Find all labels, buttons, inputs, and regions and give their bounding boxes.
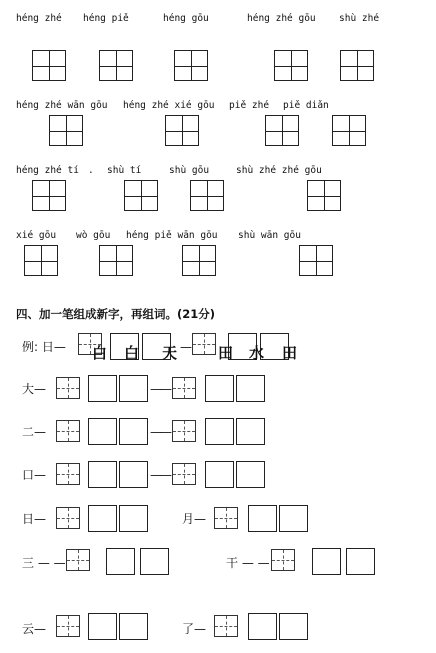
pinyin-label: héng piě wān gōu	[126, 230, 218, 241]
writing-grid[interactable]	[274, 50, 308, 81]
row-label: 二—	[22, 425, 47, 439]
row-label: 日—	[22, 512, 47, 526]
answer-box[interactable]	[236, 418, 265, 445]
writing-grid[interactable]	[99, 50, 133, 81]
answer-box[interactable]	[119, 418, 148, 445]
pinyin-label: shù wān gōu	[238, 230, 301, 241]
pinyin-label: héng piě	[83, 13, 129, 24]
pinyin-label: héng zhé wān gōu	[16, 100, 108, 111]
dashed-grid[interactable]	[214, 615, 238, 637]
answer-box[interactable]	[236, 461, 265, 488]
pinyin-label: shù zhé zhé gōu	[236, 165, 322, 176]
dashed-grid[interactable]	[56, 377, 80, 399]
dashed-grid[interactable]	[56, 463, 80, 485]
row-label: 月—	[182, 512, 207, 526]
answer-box[interactable]	[88, 375, 117, 402]
example-char: 天	[162, 344, 178, 362]
writing-grid[interactable]	[340, 50, 374, 81]
dashed-grid[interactable]	[66, 549, 90, 571]
pinyin-label: héng zhé gōu	[247, 13, 316, 24]
writing-grid[interactable]	[190, 180, 224, 211]
dash: —	[180, 340, 192, 354]
dashed-grid[interactable]	[271, 549, 295, 571]
writing-grid[interactable]	[332, 115, 366, 146]
answer-box[interactable]	[88, 505, 117, 532]
row-label: 大—	[22, 382, 47, 396]
answer-box[interactable]	[88, 418, 117, 445]
example-char: 白	[124, 344, 140, 362]
dashed-grid[interactable]	[172, 377, 196, 399]
pinyin-label: héng zhé	[16, 13, 62, 24]
writing-grid[interactable]	[124, 180, 158, 211]
pinyin-label: piě diǎn	[283, 100, 329, 111]
pinyin-label: xié gōu	[16, 230, 57, 241]
dashed-grid	[192, 333, 216, 355]
dashed-grid[interactable]	[56, 615, 80, 637]
writing-grid[interactable]	[174, 50, 208, 81]
answer-box[interactable]	[205, 418, 234, 445]
dashed-grid[interactable]	[172, 420, 196, 442]
answer-box[interactable]	[346, 548, 375, 575]
pinyin-label: piě zhé	[229, 100, 270, 111]
pinyin-label: wò gōu	[76, 230, 111, 241]
writing-grid[interactable]	[32, 50, 66, 81]
stray-dot: .	[88, 165, 94, 176]
writing-grid[interactable]	[307, 180, 341, 211]
answer-box[interactable]	[119, 613, 148, 640]
example-char: 田	[218, 344, 234, 362]
row-label: 了—	[182, 622, 207, 636]
pinyin-label: héng gōu	[163, 13, 209, 24]
answer-box[interactable]	[119, 461, 148, 488]
writing-grid[interactable]	[165, 115, 199, 146]
pinyin-label: shù gōu	[169, 165, 210, 176]
dashed-grid[interactable]	[56, 420, 80, 442]
pinyin-label: shù tí	[107, 165, 142, 176]
writing-grid[interactable]	[32, 180, 66, 211]
row-label: 口—	[22, 468, 47, 482]
answer-box[interactable]	[119, 375, 148, 402]
dashed-grid[interactable]	[56, 507, 80, 529]
writing-grid[interactable]	[182, 245, 216, 276]
row-label: 干 — —	[226, 556, 270, 570]
row-label: —	[160, 382, 172, 396]
row-label: —	[160, 468, 172, 482]
answer-box[interactable]	[119, 505, 148, 532]
dash: —	[150, 468, 162, 482]
writing-grid[interactable]	[265, 115, 299, 146]
pinyin-label: héng zhé tí	[16, 165, 79, 176]
example-char: 水	[249, 344, 265, 362]
answer-box[interactable]	[279, 613, 308, 640]
answer-box[interactable]	[140, 548, 169, 575]
example-char: 田	[282, 344, 298, 362]
answer-box[interactable]	[106, 548, 135, 575]
dash: —	[150, 382, 162, 396]
row-label: —	[160, 425, 172, 439]
answer-box[interactable]	[88, 613, 117, 640]
writing-grid[interactable]	[99, 245, 133, 276]
answer-box[interactable]	[205, 375, 234, 402]
example-char: 白	[92, 344, 108, 362]
section-title: 四、加一笔组成新字，再组词。(21分)	[16, 307, 216, 321]
answer-box[interactable]	[236, 375, 265, 402]
answer-box[interactable]	[88, 461, 117, 488]
dashed-grid[interactable]	[172, 463, 196, 485]
writing-grid[interactable]	[49, 115, 83, 146]
answer-box[interactable]	[312, 548, 341, 575]
writing-grid[interactable]	[24, 245, 58, 276]
dashed-grid[interactable]	[214, 507, 238, 529]
writing-grid[interactable]	[299, 245, 333, 276]
dash: —	[150, 425, 162, 439]
row-label: 三 — —	[22, 556, 66, 570]
answer-box[interactable]	[205, 461, 234, 488]
answer-box[interactable]	[279, 505, 308, 532]
row-label: 云—	[22, 622, 47, 636]
pinyin-label: héng zhé xié gōu	[123, 100, 215, 111]
answer-box[interactable]	[248, 505, 277, 532]
example-label: 例: 日—	[22, 340, 66, 354]
pinyin-label: shù zhé	[339, 13, 380, 24]
answer-box[interactable]	[248, 613, 277, 640]
